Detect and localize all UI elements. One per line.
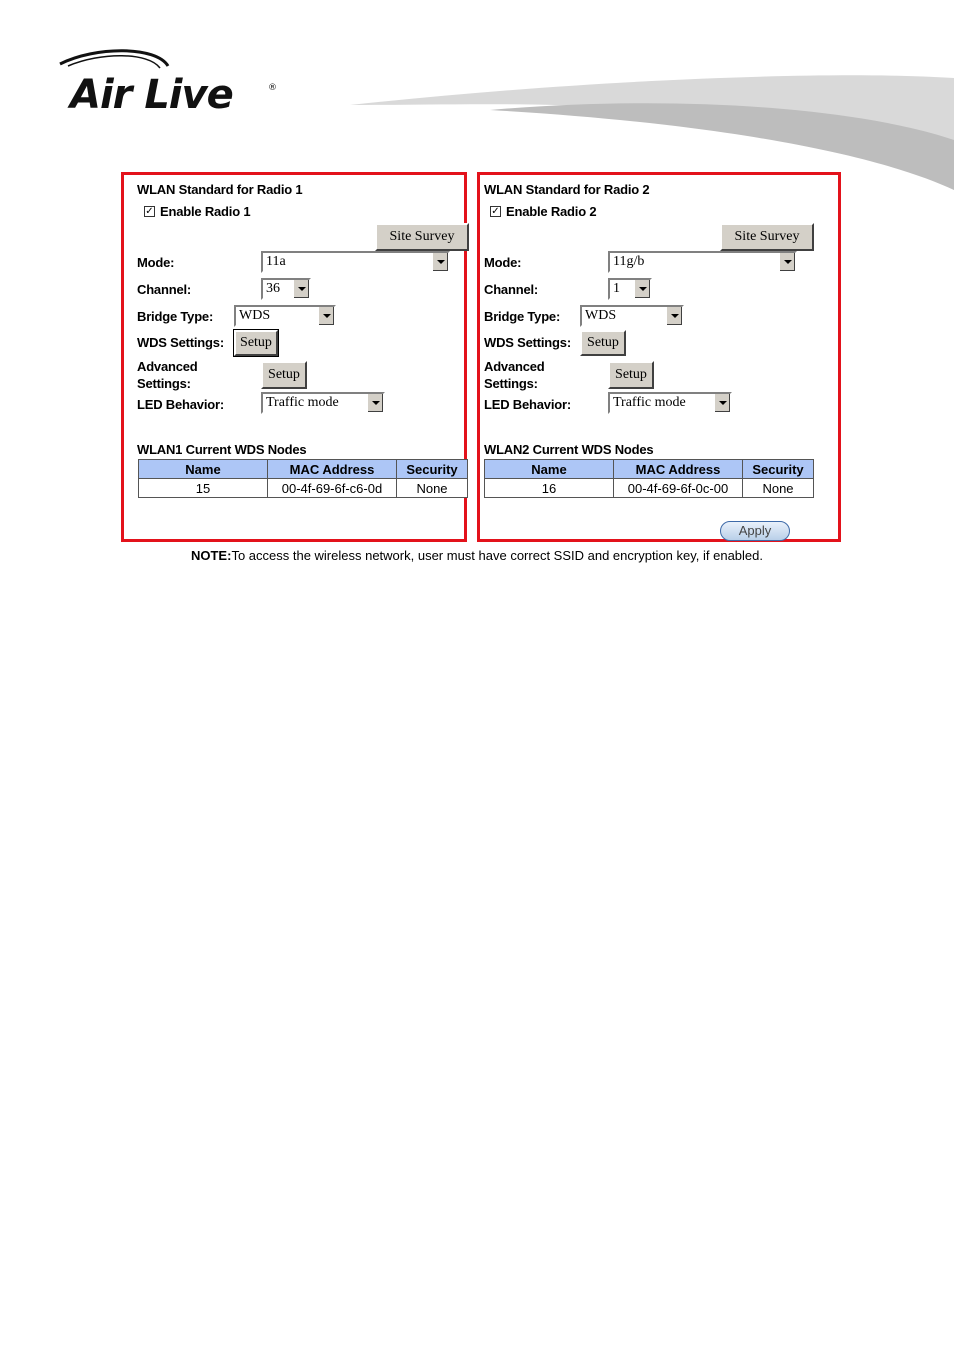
chevron-down-icon xyxy=(367,394,383,412)
chevron-down-icon xyxy=(634,280,650,298)
advanced-settings-label: Settings: xyxy=(137,376,191,391)
node-name: 16 xyxy=(485,479,614,498)
radio1-title: WLAN Standard for Radio 1 xyxy=(137,182,303,197)
bridge-type-label: Bridge Type: xyxy=(484,309,561,324)
advanced-settings-label: Settings: xyxy=(484,376,538,391)
airlive-logo xyxy=(56,48,286,118)
col-mac-header: MAC Address xyxy=(268,460,397,479)
node-mac: 00-4f-69-6f-c6-0d xyxy=(268,479,397,498)
col-security-header: Security xyxy=(397,460,468,479)
chevron-down-icon xyxy=(432,253,448,271)
led-behavior-value: Traffic mode xyxy=(613,395,686,410)
wds-nodes-table xyxy=(484,459,814,498)
channel-label: Channel: xyxy=(137,282,192,297)
bridge-type-select[interactable] xyxy=(234,305,336,327)
led-behavior-label: LED Behavior: xyxy=(484,397,571,412)
led-behavior-value: Traffic mode xyxy=(266,395,339,410)
channel-select[interactable] xyxy=(608,278,652,300)
col-name-header: Name xyxy=(139,460,268,479)
advanced-setup-button[interactable]: Setup xyxy=(608,361,654,389)
bridge-type-label: Bridge Type: xyxy=(137,309,214,324)
chevron-down-icon xyxy=(714,394,730,412)
svg-text:Air Live: Air Live xyxy=(70,72,233,118)
table-row xyxy=(139,479,468,498)
note-prefix: NOTE: xyxy=(190,548,232,563)
table-row xyxy=(485,479,814,498)
chevron-down-icon xyxy=(779,253,795,271)
led-behavior-label: LED Behavior: xyxy=(137,397,224,412)
node-security: None xyxy=(397,479,468,498)
enable-radio1-label: Enable Radio 1 xyxy=(160,204,251,219)
col-name-header: Name xyxy=(485,460,614,479)
channel-value: 1 xyxy=(613,281,620,296)
node-mac: 00-4f-69-6f-0c-00 xyxy=(614,479,743,498)
col-security-header: Security xyxy=(743,460,814,479)
advanced-setup-button[interactable]: Setup xyxy=(261,361,307,389)
mode-label: Mode: xyxy=(484,255,522,270)
wds-setup-button[interactable]: Setup xyxy=(580,330,626,356)
note-text xyxy=(0,548,954,563)
bridge-type-value: WDS xyxy=(585,308,617,323)
chevron-down-icon xyxy=(666,307,682,325)
radio2-title: WLAN Standard for Radio 2 xyxy=(484,182,650,197)
advanced-label: Advanced xyxy=(484,359,545,374)
enable-radio1-checkbox[interactable]: ✓ xyxy=(145,206,154,217)
col-mac-header: MAC Address xyxy=(614,460,743,479)
table-header xyxy=(485,460,814,479)
mode-label: Mode: xyxy=(137,255,175,270)
mode-select[interactable] xyxy=(261,251,450,273)
site-survey-button[interactable]: Site Survey xyxy=(720,223,814,251)
note-body: To access the wireless network, user must have correct SSID and encryption key, if enabled. xyxy=(231,548,763,563)
mode-value: 11a xyxy=(266,254,286,269)
radio1-panel xyxy=(121,172,467,542)
enable-radio2-label: Enable Radio 2 xyxy=(506,204,597,219)
led-behavior-select[interactable] xyxy=(261,392,385,414)
chevron-down-icon xyxy=(318,307,334,325)
radio2-panel xyxy=(477,172,841,542)
bridge-type-value: WDS xyxy=(239,308,271,323)
advanced-label: Advanced xyxy=(137,359,198,374)
channel-select[interactable] xyxy=(261,278,311,300)
led-behavior-select[interactable] xyxy=(608,392,732,414)
wds-setup-button[interactable]: Setup xyxy=(234,330,278,356)
wds-nodes-table xyxy=(138,459,468,498)
site-survey-button[interactable]: Site Survey xyxy=(375,223,469,251)
apply-button[interactable]: Apply xyxy=(720,521,790,541)
bridge-type-select[interactable] xyxy=(580,305,684,327)
wds-settings-label: WDS Settings: xyxy=(484,335,571,350)
svg-text:®: ® xyxy=(268,83,277,93)
nodes-title: WLAN1 Current WDS Nodes xyxy=(137,442,307,457)
nodes-title: WLAN2 Current WDS Nodes xyxy=(484,442,654,457)
table-header xyxy=(139,460,468,479)
node-name: 15 xyxy=(139,479,268,498)
channel-label: Channel: xyxy=(484,282,539,297)
chevron-down-icon xyxy=(293,280,309,298)
mode-value: 11g/b xyxy=(613,254,645,269)
channel-value: 36 xyxy=(266,281,280,296)
node-security: None xyxy=(743,479,814,498)
wds-settings-label: WDS Settings: xyxy=(137,335,224,350)
enable-radio2-checkbox[interactable]: ✓ xyxy=(491,206,500,217)
mode-select[interactable] xyxy=(608,251,797,273)
